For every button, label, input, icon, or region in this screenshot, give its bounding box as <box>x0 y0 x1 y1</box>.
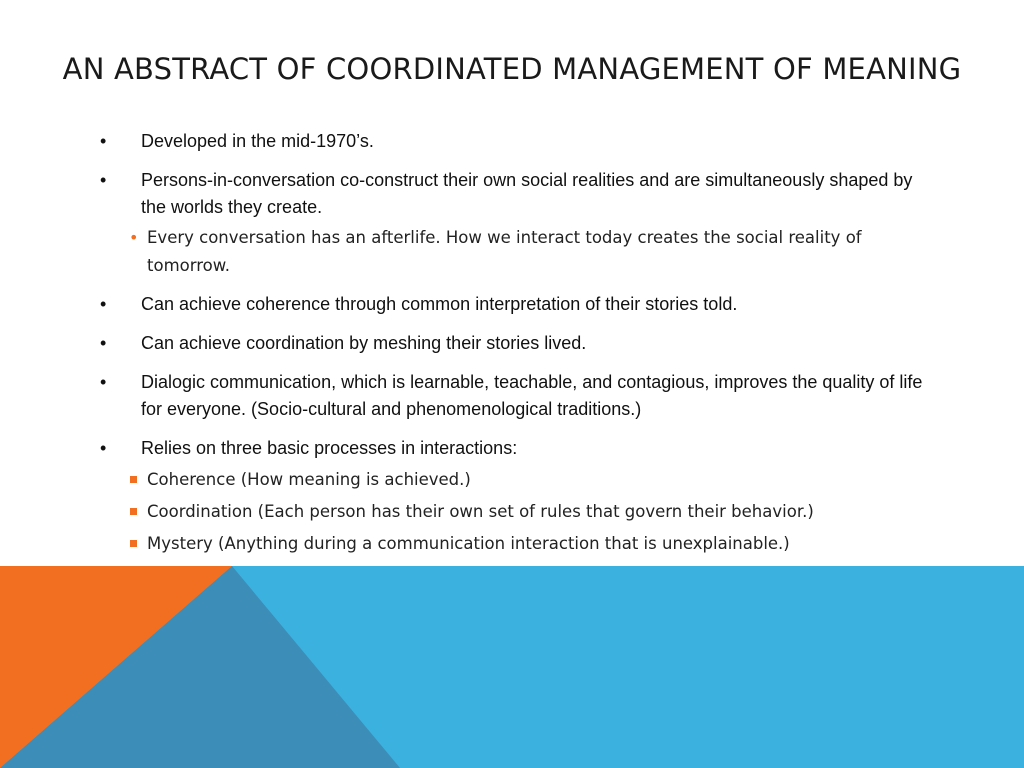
list-item <box>100 330 940 357</box>
orange-bullet-icon: • <box>129 228 139 247</box>
list-item-text: Can achieve coordination by meshing their stories lived. <box>141 333 587 353</box>
sub-list-item <box>100 530 940 558</box>
bullet-icon: • <box>100 372 107 392</box>
bullet-icon: • <box>100 294 107 314</box>
list-item <box>100 128 940 155</box>
list-item <box>100 435 940 462</box>
sub-list-item-text: Coherence (How meaning is achieved.) <box>147 470 471 489</box>
list-item-text: Can achieve coherence through common interpretation of their stories told. <box>141 294 738 314</box>
sub-list-item-text: Coordination (Each person has their own set of rules that govern their behavior.) <box>147 502 814 521</box>
list-item <box>100 167 940 221</box>
list-item-text: Relies on three basic processes in interactions: <box>141 438 518 458</box>
bullet-icon: • <box>100 438 107 458</box>
bullet-icon: • <box>100 131 107 151</box>
list-item-text: Developed in the mid-1970’s. <box>141 131 374 151</box>
sub-list-item-text: Every conversation has an afterlife. How we interact today creates the social reality of tomorrow. <box>147 228 862 275</box>
orange-square-bullet-icon <box>130 540 137 547</box>
bullet-icon: • <box>100 333 107 353</box>
list-item <box>100 291 940 318</box>
slide-title: AN ABSTRACT OF COORDINATED MANAGEMENT OF MEANING <box>62 52 962 86</box>
sub-list-item <box>100 498 940 526</box>
sub-list-item-text: Mystery (Anything during a communication interaction that is unexplainable.) <box>147 534 790 553</box>
bullet-list <box>100 128 940 562</box>
orange-square-bullet-icon <box>130 508 137 515</box>
list-item-text: Dialogic communication, which is learnable, teachable, and contagious, improves the quality of life for everyone. (Socio-cultural and phenomenological traditions.) <box>141 372 923 419</box>
decorative-footer-shapes <box>0 566 1024 768</box>
list-item <box>100 369 940 423</box>
bullet-icon: • <box>100 170 107 190</box>
sub-list-item <box>100 224 940 280</box>
sub-list-item <box>100 466 940 494</box>
orange-square-bullet-icon <box>130 476 137 483</box>
list-item-text: Persons-in-conversation co-construct their own social realities and are simultaneously shaped by the worlds they create. <box>141 170 913 217</box>
